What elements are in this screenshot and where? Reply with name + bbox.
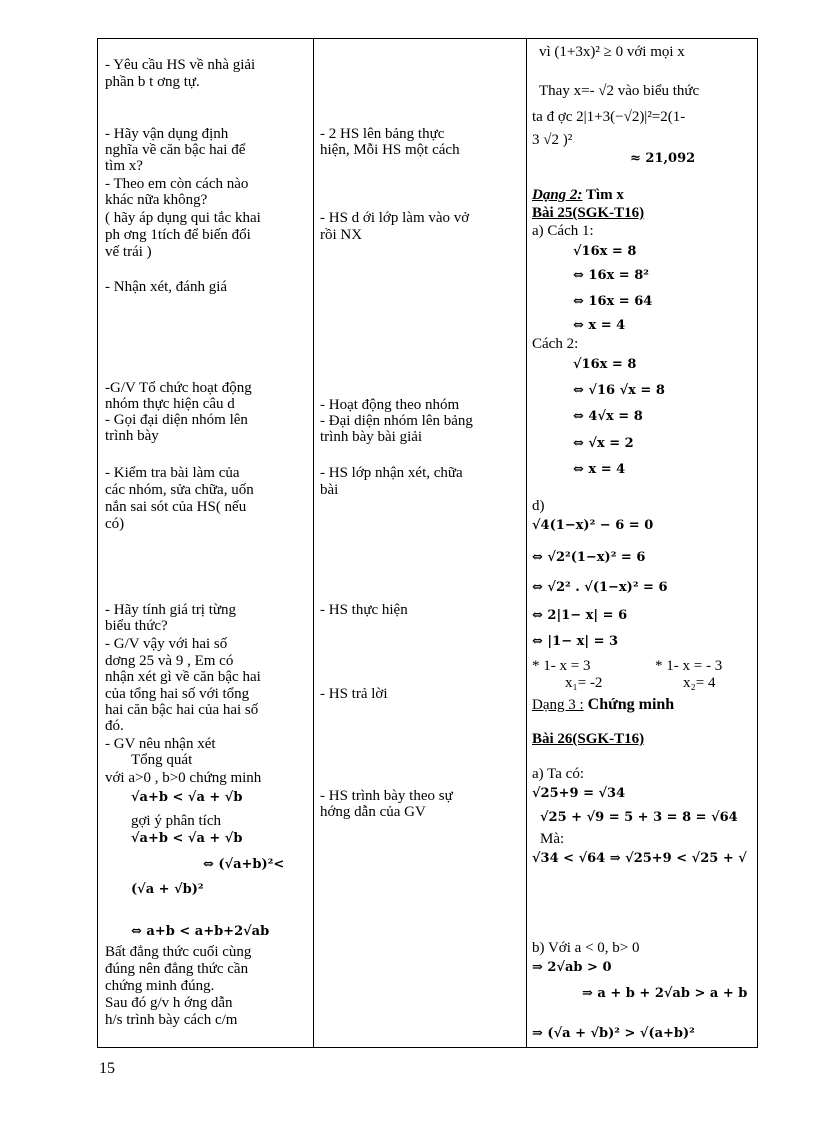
text-line: - HS thực hiện [320,602,408,618]
column-divider-2 [526,39,527,1047]
math-line: ⇒ 2√ab > 0 [532,960,612,975]
text-line: vế trái ) [105,244,152,260]
text-line: b) Với a < 0, b> 0 [532,940,640,956]
text-line: x₁= -2 [565,675,603,691]
math-line: ≈ 21,092 [630,151,696,166]
text-line: Cách 2: [532,336,579,352]
text-line: - Kiểm tra bài làm của [105,465,240,481]
text-line: nhóm thực hiện câu d [105,396,235,412]
math-line: ⇔ x = 4 [573,318,626,333]
text-line: * 1- x = - 3 [655,658,723,674]
section-label: Dạng 2: [532,187,583,203]
math-line: √16x = 8 [573,357,637,372]
text-line: - Hãy tính giá trị từng [105,602,237,618]
exercise-heading: Bài 26(SGK-T16) [532,731,645,747]
text-line: * 1- x = 3 [532,658,591,674]
text-line: của tổng hai số với tổng [105,686,250,702]
math-line: ⇔ √2²(1−x)² = 6 [532,550,646,565]
text-line: vì (1+3x)² ≥ 0 với mọi x [539,44,685,60]
text-line: ph ơng 1tích để biến đổi [105,227,251,243]
text-line: chứng minh đúng. [105,978,215,994]
text-line: -G/V Tổ chức hoạt động [105,380,252,396]
text-line: trình bày bài giải [320,429,423,445]
section-heading-dang-2 [532,188,624,203]
text-line: biểu thức? [105,618,168,634]
text-line: hai căn bậc hai của hai số [105,702,259,718]
exercise-heading: Bài 25(SGK-T16) [532,205,645,221]
text-line: - HS lớp nhận xét, chữa [320,465,463,481]
math-line: √a+b < √a + √b [131,790,243,805]
math-line: ⇔ √16 √x = 8 [573,383,665,398]
math-line: √25+9 = √34 [532,786,626,801]
text-line: phần b t ơng tự. [105,74,200,90]
math-line: ⇒ a + b + 2√ab > a + b [582,986,748,1001]
text-line: gợi ý phân tích [131,813,221,829]
text-line: đúng nên đẳng thức cần [105,961,249,977]
text-line: Sau đó g/v h ớng dẫn [105,995,233,1011]
math-line: ⇔ 16x = 64 [573,294,653,309]
text-line: rồi NX [320,227,363,243]
text-line: - HS trình bày theo sự [320,788,453,804]
text-line: bài [320,482,339,498]
math-line: ⇔ (√a+b)²< [203,857,285,872]
text-line: nghĩa về căn bậc hai để [105,142,246,158]
math-line: (√a + √b)² [131,882,204,897]
text-line: x₂= 4 [683,675,716,691]
text-line: d) [532,498,545,514]
text-line: - HS d ới lớp làm vào vở [320,210,470,226]
math-line: ⇔ √x = 2 [573,436,634,451]
math-line: √34 < √64 ⇒ √25+9 < √25 + √ [532,851,747,866]
text-line: nhận xét gì về căn bậc hai [105,669,261,685]
math-line: ⇔ 16x = 8² [573,268,649,283]
section-heading-dang-3 [532,697,674,713]
text-line: - Nhận xét, đánh giá [105,279,228,295]
text-line: - G/V vậy với hai số [105,636,228,652]
text-line: - Gọi đại diện nhóm lên [105,412,248,428]
page-number: 15 [99,1060,115,1077]
section-title: Chứng minh [583,696,675,713]
text-line: - Đại diện nhóm lên bảng [320,413,473,429]
math-line: √a+b < √a + √b [131,831,243,846]
text-line: các nhóm, sửa chữa, uốn [105,482,254,498]
section-label: Dạng 3 : [532,697,584,713]
text-line: Tổng quát [131,752,193,768]
text-line: Thay x=- √2 vào biểu thức [539,83,700,99]
math-line: √25 + √9 = 5 + 3 = 8 = √64 [540,810,738,825]
text-line: 3 √2 )² [532,132,573,148]
text-line: tìm x? [105,158,143,174]
math-line: ⇔ √2² . √(1−x)² = 6 [532,580,668,595]
section-title: Tìm x [582,187,624,203]
column-divider-1 [313,39,314,1047]
text-line: đó. [105,718,124,734]
text-line: - Hãy vận dụng định [105,126,229,142]
text-line: hiện, Mỗi HS một cách [320,142,460,158]
text-line: có) [105,516,125,532]
text-line: - Yêu cầu HS về nhà giải [105,57,256,73]
text-line: h/s trình bày cách c/m [105,1012,238,1028]
text-line: khác nữa không? [105,192,208,208]
math-line: ⇔ 2|1− x| = 6 [532,608,628,623]
text-line: Bất đẳng thức cuối cùng [105,944,252,960]
math-line: ⇔ x = 4 [573,462,626,477]
text-line: - GV nêu nhận xét [105,736,216,752]
text-line: ( hãy áp dụng qui tắc khai [105,210,261,226]
text-line: - 2 HS lên bảng thực [320,126,445,142]
text-line: - HS trả lời [320,686,388,702]
text-line: trình bày [105,428,159,444]
math-line: √16x = 8 [573,244,637,259]
text-line: - Hoạt động theo nhóm [320,397,460,413]
text-line: với a>0 , b>0 chứng minh [105,770,262,786]
text-line: nắn sai sót của HS( nếu [105,499,247,515]
math-line: ⇔ |1− x| = 3 [532,634,619,649]
text-line: hớng dẫn của GV [320,804,426,820]
text-line: a) Cách 1: [532,223,594,239]
text-line: dơng 25 và 9 , Em có [105,653,234,669]
math-line: √4(1−x)² − 6 = 0 [532,518,654,533]
math-line: ⇔ a+b < a+b+2√ab [131,924,270,939]
text-line: - Theo em còn cách nào [105,176,249,192]
math-line: ⇔ 4√x = 8 [573,409,643,424]
text-line: Mà: [540,831,565,847]
text-line: a) Ta có: [532,766,584,782]
math-line: ⇒ (√a + √b)² > √(a+b)² [532,1026,695,1041]
text-line: ta đ ợc 2|1+3(−√2)|²=2(1- [532,109,686,125]
